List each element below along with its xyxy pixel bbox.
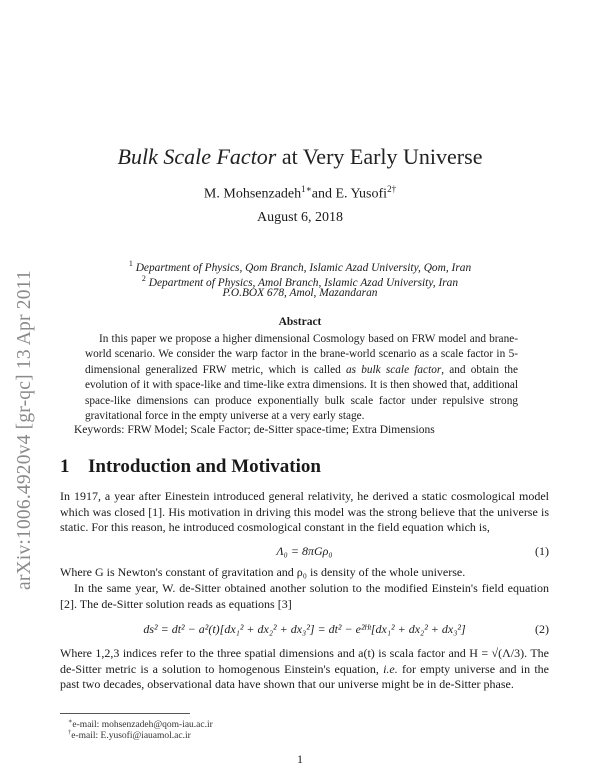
author-1: M. Mohsenzadeh: [203, 186, 302, 202]
affiliation-text: P.O.BOX 678, Amol, Mazandaran: [222, 287, 378, 299]
paper-title: [0, 144, 600, 170]
title-italic-part: Bulk Scale Factor: [117, 144, 277, 169]
abstract-italic-term: as bulk scale factor: [346, 363, 442, 376]
paper-date: August 6, 2018: [257, 210, 343, 225]
paragraph-metric: [60, 646, 549, 693]
affiliation-text: Department of Physics, Qom Branch, Islamic Azad University, Qom, Iran: [132, 261, 472, 274]
paragraph-desitter: In the same year, W. de-Sitter obtained another solution to the modified Einstein's field equation [2]. The de-Sitter solution reads as equations [3]: [60, 581, 549, 611]
equation-body: Λ₀ = 8πGρ₀: [276, 544, 333, 558]
equation-number: (1): [535, 544, 549, 558]
footnote-mark: ∗: [68, 718, 73, 725]
abstract-text: In this paper we propose a higher dimensional Cosmology based on FRW model and brane-world scenario. We consider the warp factor in the brane-world scenario as a scale factor in 5-dimensional generalized FRW metric, which is called: [85, 333, 518, 376]
footnote-mark: †: [68, 729, 72, 736]
title-rest: at Very Early Universe: [276, 144, 483, 169]
paragraph-intro: In 1917, a year after Einestein introduced general relativity, he derived a static cosmological model which was closed [1]. His motivation in driving this model was the strong believe that the universe is static. For this reason, he introduced cosmological constant in the field equation which is,: [60, 489, 549, 535]
equation-1: [60, 544, 549, 562]
footnote-2: [68, 727, 191, 742]
author-2-marks: 2†: [387, 184, 397, 194]
paragraph-text: Where 1,2,3 indices refer to the three spatial dimensions and a(t) is scala factor and H = √(Λ/3).: [60, 646, 528, 660]
paragraph-newton: Where G is Newton's constant of gravitation and ρ₀ is density of the whole universe.: [60, 565, 466, 579]
footnote-email[interactable]: e-mail: mohsenzadeh@qom-iau.ac.ir: [72, 720, 213, 731]
equation-number: (2): [535, 622, 549, 636]
section-heading: [60, 456, 321, 478]
page-number: 1: [297, 752, 303, 766]
abstract-body: [85, 332, 518, 424]
affiliation-text: Department of Physics, Amol Branch, Islamic Azad University, Iran: [145, 276, 459, 289]
paragraph-text: The de-Sitter metric is a solution to homogenous Einstein's equation,: [60, 646, 549, 676]
affiliation-address: [0, 286, 600, 301]
equation-2: [60, 622, 549, 640]
footnote-divider: [60, 713, 190, 714]
section-number: 1: [60, 456, 70, 477]
affiliation-mark: 1: [128, 259, 133, 268]
arxiv-identifier-stamp: arXiv:1006.4920v4 [gr-qc] 13 Apr 2011: [14, 270, 35, 590]
section-title: Introduction and Motivation: [88, 456, 321, 477]
abstract-heading: Abstract: [278, 316, 322, 328]
author-list: [0, 184, 600, 203]
keywords: Keywords: FRW Model; Scale Factor; de-Sitter space-time; Extra Dimensions: [74, 424, 435, 436]
paragraph-italic: i.e.: [383, 661, 398, 676]
author-1-marks: 1∗: [301, 184, 312, 194]
affiliation-mark: 2: [141, 274, 146, 283]
paragraph-text: for empty universe and in the past two decades, observational data have shown that our universe might be in de-Sitter phase.: [60, 661, 549, 692]
abstract-text: , and obtain the evolution of it with space-like and time-like extra dimensions. It is then showed that, additional space-like dimensions can produce exponentially bulk scale factor under repulsive strong gravitational force in the empty universe at a very early stage.: [85, 363, 518, 423]
equation-body: ds² = dt² − a²(t)[dx₁² + dx₂² + dx₃²] = dt² − e²ᴴᵗ[dx₁² + dx₂² + dx₃²]: [143, 622, 466, 636]
footnote-email[interactable]: e-mail: E.yusofi@iauamol.ac.ir: [71, 731, 191, 742]
author-2: and E. Yusofi: [311, 186, 388, 202]
